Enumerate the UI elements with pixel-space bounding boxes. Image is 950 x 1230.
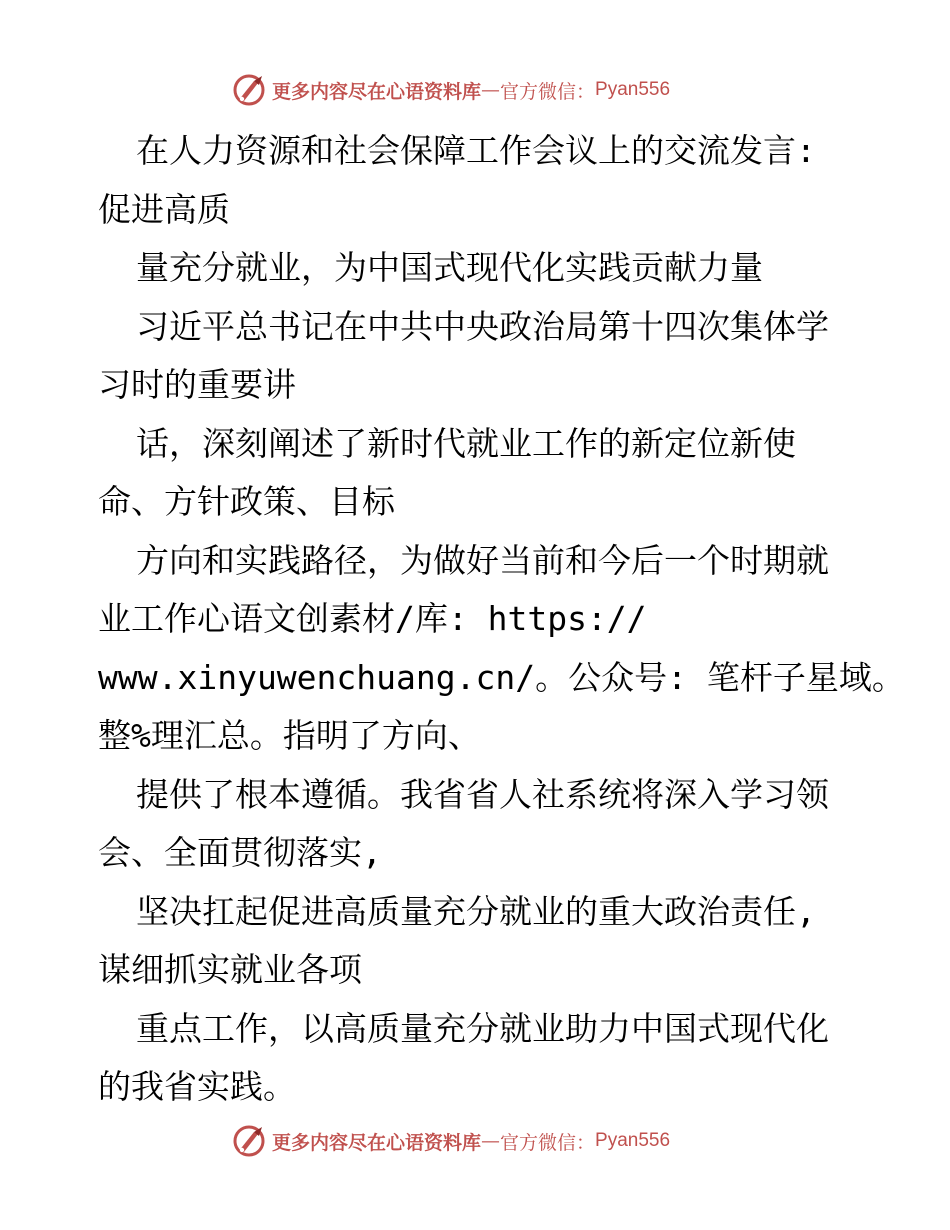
banner-title: 更多内容尽在心语资料库 bbox=[272, 1131, 482, 1154]
body-line: 的我省实践。 bbox=[98, 1067, 296, 1106]
quill-logo-icon bbox=[232, 73, 266, 107]
body-line-url: www.xinyuwenchuang.cn/。公众号: 笔杆子星域。 bbox=[98, 657, 905, 697]
body-line: 话，深刻阐述了新时代就业工作的新定位新使 bbox=[136, 423, 796, 463]
body-line: 习时的重要讲 bbox=[98, 365, 296, 404]
header-banner[interactable] bbox=[232, 72, 732, 108]
body-line: 业工作心语文创素材/库: https:// bbox=[98, 599, 647, 638]
body-line: 谋细抓实就业各项 bbox=[98, 950, 362, 989]
quill-logo-icon bbox=[232, 1124, 266, 1158]
body-line: 坚决扛起促进高质量充分就业的重大政治责任, bbox=[136, 891, 816, 931]
body-line: 量充分就业，为中国式现代化实践贡献力量 bbox=[136, 248, 763, 287]
banner-wechat-label: 官方微信： bbox=[500, 80, 596, 103]
body-line: 在人力资源和社会保障工作会议上的交流发言: bbox=[136, 131, 816, 170]
body-line: 命、方针政策、目标 bbox=[98, 482, 395, 521]
body-line: 提供了根本遵循。我省省人社系统将深入学习领 bbox=[136, 774, 829, 814]
banner-wechat-id: Pyan556 bbox=[595, 1130, 671, 1151]
banner-title: 更多内容尽在心语资料库 bbox=[272, 80, 482, 103]
body-line: 整%理汇总。指明了方向、 bbox=[98, 716, 481, 755]
footer-banner[interactable] bbox=[232, 1123, 732, 1159]
body-line: 习近平总书记在中共中央政治局第十四次集体学 bbox=[136, 306, 829, 346]
body-line: 重点工作，以高质量充分就业助力中国式现代化 bbox=[136, 1008, 829, 1048]
body-line: 促进高质 bbox=[98, 189, 230, 229]
banner-dash: — bbox=[481, 1130, 501, 1152]
banner-wechat-label: 官方微信： bbox=[500, 1131, 596, 1154]
body-line: 会、全面贯彻落实, bbox=[98, 833, 382, 872]
body-line: 方向和实践路径，为做好当前和今后一个时期就 bbox=[136, 540, 829, 580]
banner-dash: — bbox=[481, 79, 501, 101]
banner-wechat-id: Pyan556 bbox=[595, 79, 671, 100]
document-body bbox=[98, 122, 905, 1117]
